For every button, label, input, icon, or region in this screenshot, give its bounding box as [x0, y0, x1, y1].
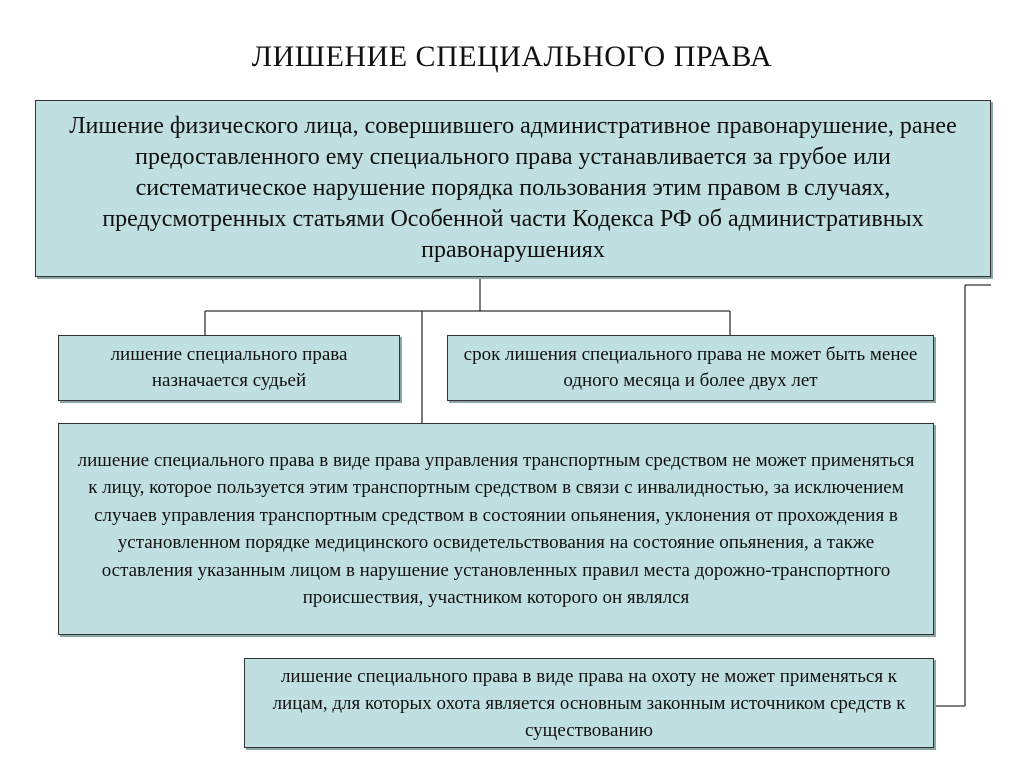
judge-text: лишение специального права назначается судьей: [110, 344, 348, 391]
hunting-box: [244, 658, 934, 748]
page-title: ЛИШЕНИЕ СПЕЦИАЛЬНОГО ПРАВА: [251, 40, 773, 73]
judge-box: [58, 335, 400, 401]
transport-box: [58, 423, 934, 635]
hunting-text: лишение специального права в виде права на охоту не может применяться к лицам, для которых охота является основным законным источником средств к существованию: [272, 665, 906, 741]
main-definition-box: [35, 100, 991, 277]
term-text: срок лишения специального права не может быть менее одного месяца и более двух лет: [463, 344, 918, 391]
term-box: [447, 335, 934, 401]
transport-text: лишение специального права в виде права управления транспортным средством не может применяться к лицу, которое пользуется этим транспортным средством в связи с инвалидностью, за исключением случаев управления транспортным средством в состоянии опьянения, уклонения от прохождения в установленном порядке медицинского освидетельствования на состояние опьянения, а также оставления указанным лицом в нарушение установленных правил места дорожно-транспортного происшествия, участником которого он являлся: [77, 449, 915, 608]
main-definition-text: Лишение физического лица, совершившего административное правонарушение, ранее предоставленного ему специального права устанавливается за грубое или систематическое нарушение порядка пользования этим правом в случаях, предусмотренных статьями Особенной части Кодекса РФ об административных правонарушениях: [69, 113, 957, 263]
